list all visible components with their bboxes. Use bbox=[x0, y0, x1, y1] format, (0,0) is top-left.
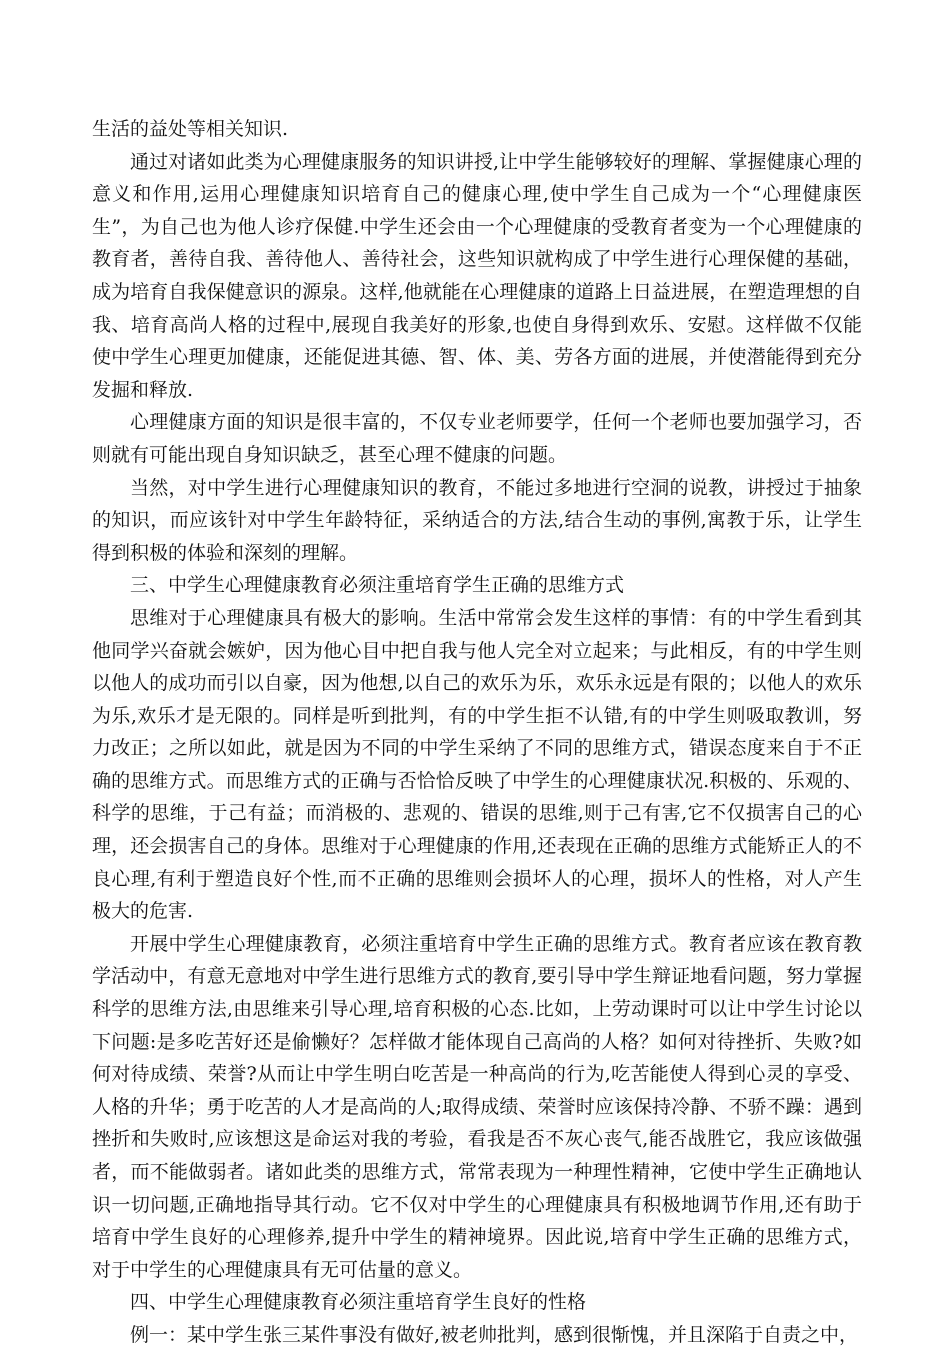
section-heading: 四、中学生心理健康教育必须注重培育学生良好的性格 bbox=[130, 1291, 587, 1314]
body-paragraph: 通过对诸如此类为心理健康服务的知识讲授,让中学生能够较好的理解、掌握健康心理的意义和作用,运用心理健康知识培育自己的健康心理,使中学生自己成为一个“心理健康医生”，为自己也为他人诊疗保健.中学生还会由一个心理健康的受教育者变为一个心理健康的教育者，善待自我、善待他人、善待社会，这些知识就构成了中学生进行心理保健的基础，成为培育自我保健意识的源泉。这样,他就能在心理健康的道路上日益进展，在塑造理想的自我、培育高尚人格的过程中,展现自我美好的形象,也使自身得到欢乐、安慰。这样做不仅能使中学生心理更加健康，还能促进其德、智、体、美、劳各方面的进展，并使潜能得到充分发掘和释放. bbox=[92, 150, 862, 401]
body-paragraph: 心理健康方面的知识是很丰富的，不仅专业老师要学，任何一个老师也要加强学习，否则就有可能出现自身知识缺乏，甚至心理不健康的问题。 bbox=[92, 411, 862, 466]
body-paragraph: 当然，对中学生进行心理健康知识的教育，不能过多地进行空洞的说教，讲授过于抽象的知识，而应该针对中学生年龄特征，采纳适合的方法,结合生动的事例,寓教于乐，让学生得到积极的体验和深刻的理解。 bbox=[92, 476, 862, 564]
body-paragraph: 思维对于心理健康具有极大的影响。生活中常常会发生这样的事情：有的中学生看到其他同学兴奋就会嫉妒，因为他心目中把自我与他人完全对立起来；与此相反，有的中学生则以他人的成功而引以自豪，因为他想,以自己的欢乐为乐，欢乐永远是有限的；以他人的欢乐为乐,欢乐才是无限的。同样是听到批判，有的中学生拒不认错,有的中学生则吸取教训，努力改正；之所以如此，就是因为不同的中学生采纳了不同的思维方式，错误态度来自于不正确的思维方式。而思维方式的正确与否恰恰反映了中学生的心理健康状况.积极的、乐观的、科学的思维，于己有益；而消极的、悲观的、错误的思维,则于己有害,它不仅损害自己的心理，还会损害自己的身体。思维对于心理健康的作用,还表现在正确的思维方式能矫正人的不良心理,有利于塑造良好个性,而不正确的思维则会损坏人的心理，损坏人的性格，对人产生极大的危害. bbox=[92, 606, 862, 923]
body-paragraph: 开展中学生心理健康教育，必须注重培育中学生正确的思维方式。教育者应该在教育教学活动中，有意无意地对中学生进行思维方式的教育,要引导中学生辩证地看问题，努力掌握科学的思维方法,由思维来引导心理,培育积极的心态.比如，上劳动课时可以让中学生讨论以下问题:是多吃苦好还是偷懒好？怎样做才能体现自己高尚的人格？如何对待挫折、失败?如何对待成绩、荣誉?从而让中学生明白吃苦是一种高尚的行为,吃苦能使人得到心灵的享受、人格的升华；勇于吃苦的人才是高尚的人;取得成绩、荣誉时应该保持冷静、不骄不躁：遇到挫折和失败时,应该想这是命运对我的考验，看我是否不灰心丧气,能否战胜它，我应该做强者，而不能做弱者。诸如此类的思维方式，常常表现为一种理性精神，它使中学生正确地认识一切问题,正确地指导其行动。它不仅对中学生的心理健康具有积极地调节作用,还有助于培育中学生良好的心理修养,提升中学生的精神境界。因此说,培育中学生正确的思维方式，对于中学生的心理健康具有无可估量的意义。 bbox=[92, 932, 862, 1281]
section-heading: 三、中学生心理健康教育必须注重培育学生正确的思维方式 bbox=[130, 574, 625, 597]
document-page bbox=[92, 113, 862, 1352]
body-paragraph: 例一：某中学生张三某件事没有做好,被老帅批判，感到很惭愧，并且深陷于自责之中， bbox=[130, 1323, 859, 1346]
continuation-paragraph: 生活的益处等相关知识. bbox=[92, 118, 289, 140]
